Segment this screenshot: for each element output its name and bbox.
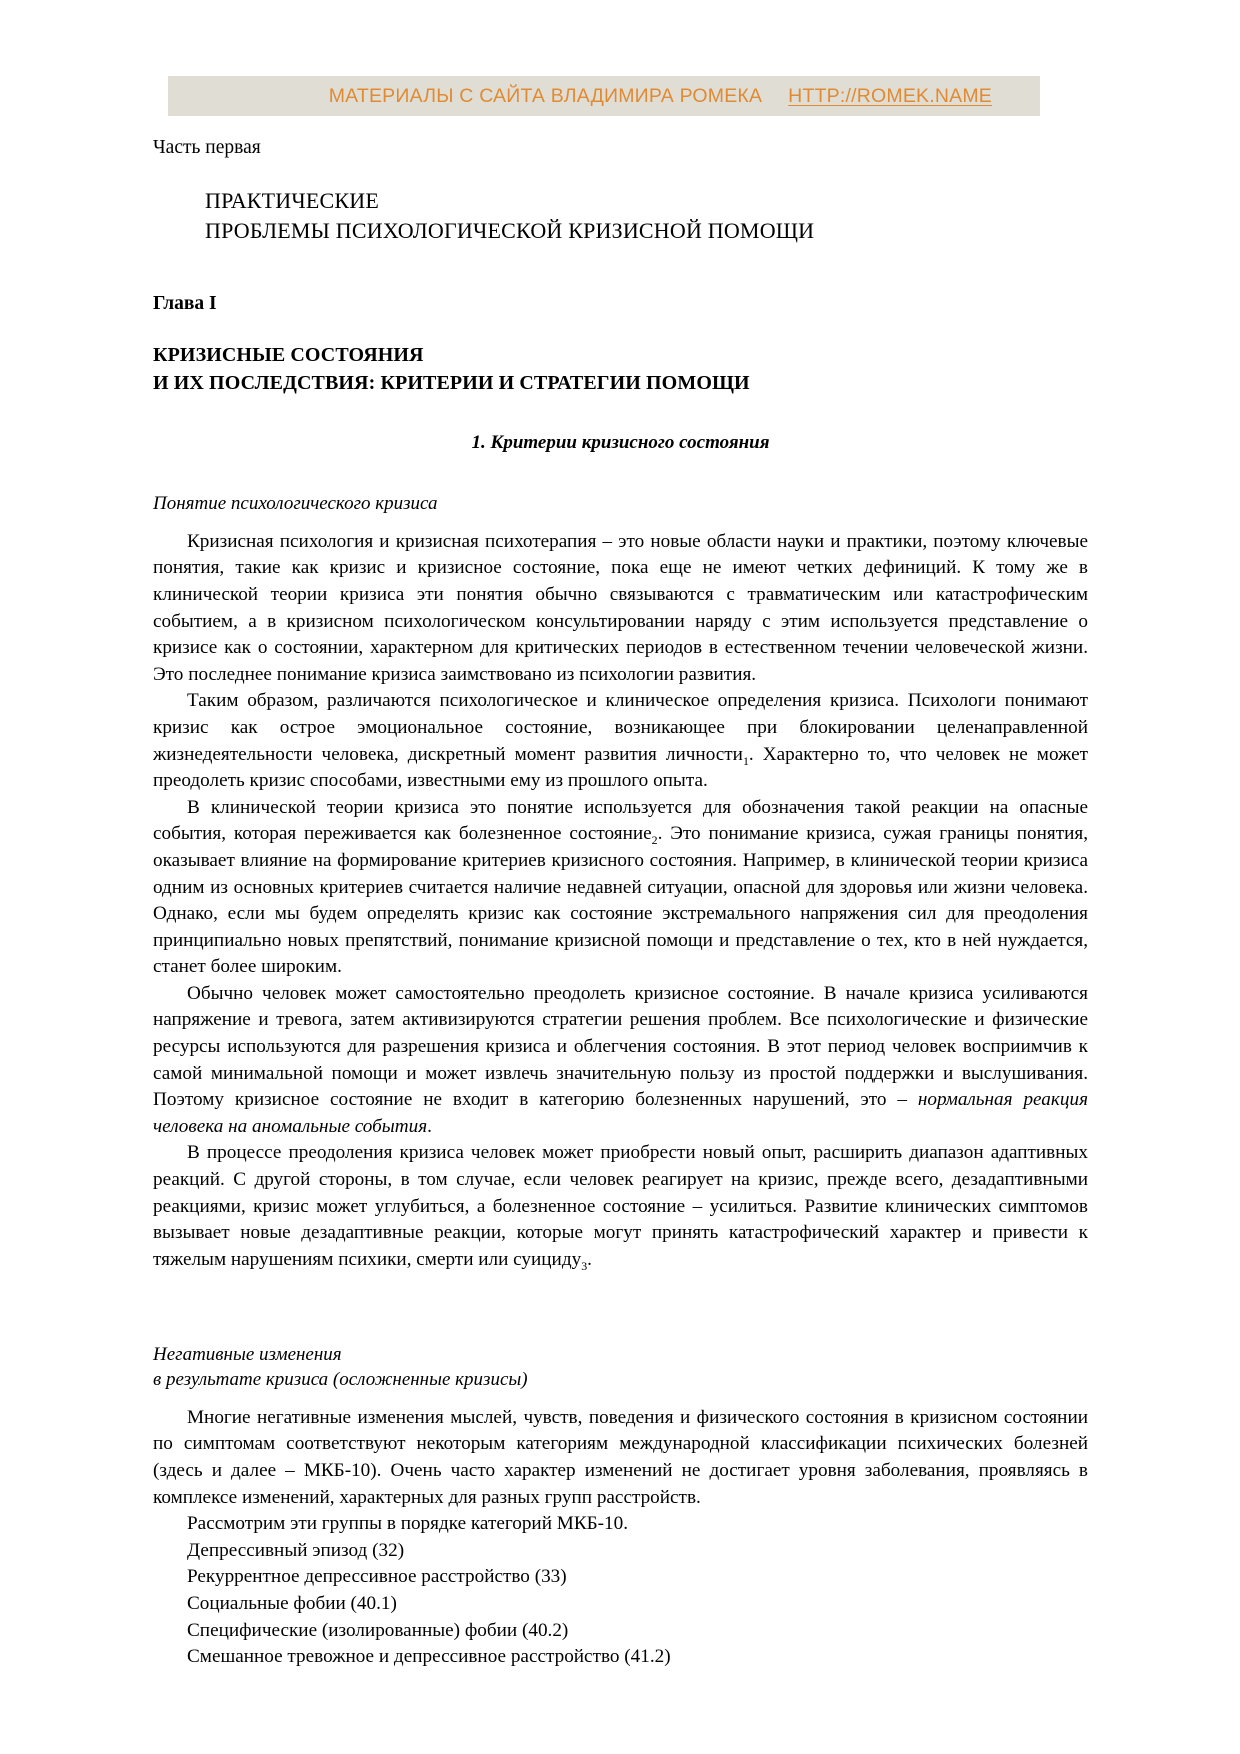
- section-subhead-2-line-2: в результате кризиса (осложненные кризисы): [153, 1369, 528, 1391]
- watermark-label: МАТЕРИАЛЫ С САЙТА ВЛАДИМИРА РОМЕКА: [328, 84, 763, 107]
- section-subhead: [153, 492, 1088, 517]
- section-title: 1. Критерии кризисного состояния: [471, 432, 770, 454]
- subhead-spacer: [153, 1273, 1088, 1307]
- watermark-site-link[interactable]: HTTP://ROMEK.NAME: [788, 84, 992, 107]
- chapter-title: [153, 342, 1088, 397]
- paragraph-4: [153, 981, 1088, 1141]
- part-label: Часть первая: [153, 137, 261, 158]
- footnote-marker-3: 3: [581, 1258, 588, 1273]
- footnote-marker-2: 2: [651, 833, 658, 848]
- section-subhead-2: [153, 1343, 1088, 1392]
- paragraph-4-emphasis: нормальная реакция человека на аномальные события: [153, 1089, 1088, 1137]
- part-title-line-2: ПРОБЛЕМЫ ПСИХОЛОГИЧЕСКОЙ КРИЗИСНОЙ ПОМОЩИ: [205, 217, 815, 243]
- watermark-banner: [168, 76, 1040, 116]
- paragraph-3: [153, 795, 1088, 981]
- section-subhead-line: Понятие психологического кризиса: [153, 493, 438, 515]
- paragraph-7: Рассмотрим эти группы в порядке категорий МКБ-10.: [187, 1513, 629, 1535]
- list-item: Специфические (изолированные) фобии (40.2): [187, 1619, 569, 1641]
- paragraph-5-text-b: .: [587, 1248, 592, 1270]
- part-title-line-1: ПРАКТИЧЕСКИЕ: [205, 188, 380, 214]
- paragraph-2-text-a: Таким образом, различаются психологическое и клиническое определения кризиса. Психологи понимают кризис как острое эмоциональное состояние, возникающее при блокировании целенаправленной жизнедеятельности человека, дискретный момент развития личности: [153, 690, 1088, 765]
- chapter-title-line-2: И ИХ ПОСЛЕДСТВИЯ: КРИТЕРИИ И СТРАТЕГИИ ПОМОЩИ: [153, 371, 750, 394]
- list-item: Депрессивный эпизод (32): [187, 1539, 405, 1561]
- paragraph-6: Многие негативные изменения мыслей, чувств, поведения и физического состояния в кризисном состоянии по симптомам соответствуют некоторым категориям международной классификации психических болезней (здесь и далее – МКБ-10). Очень часто характер изменений не достигает уровня заболевания, проявляясь в комплексе изменений, характерных для разных групп расстройств.: [153, 1406, 1088, 1508]
- list-item: Социальные фобии (40.1): [187, 1592, 397, 1614]
- disorder-list: [153, 1538, 1088, 1671]
- paragraph-3-text-b: . Это понимание кризиса, сужая границы понятия, оказывает влияние на формирование критериев кризисного состояния. Например, в клинической теории кризиса одним из основных критериев считается наличие недавней ситуации, опасной для здоровья или жизни человека. Однако, если мы будем определять кризис как состояние экстремального напряжения сил для преодоления принципиально новых препятствий, понимание кризисной помощи и представление о тех, кто в ней нуждается, станет более широким.: [153, 823, 1089, 978]
- list-item: Смешанное тревожное и депрессивное расстройство (41.2): [187, 1646, 671, 1668]
- paragraph-1: Кризисная психология и кризисная психотерапия – это новые области науки и практики, поэтому ключевые понятия, такие как кризис и кризисное состояние, пока еще не имеют четких дефиниций. К тому же в клинической теории кризиса эти понятия обычно связываются с травматическим или катастрофическим событием, а в кризисном психологическом консультировании наряду с этим используется представление о кризисе как о состоянии, характерном для критических периодов в естественном течении человеческой жизни. Это последнее понимание кризиса заимствовано из психологии развития.: [153, 530, 1088, 685]
- paragraph-2: [153, 688, 1088, 794]
- paragraph-3-text-a: В клинической теории кризиса это понятие используется для обозначения такой реакции на опасные события, которая переживается как болезненное состояние: [153, 796, 1088, 845]
- paragraph-5: [153, 1140, 1088, 1273]
- body-text: [153, 529, 1088, 1274]
- body-text-2: [153, 1405, 1088, 1671]
- chapter-title-line-1: КРИЗИСНЫЕ СОСТОЯНИЯ: [153, 344, 424, 367]
- paragraph-4-text-a: Обычно человек может самостоятельно преодолеть кризисное состояние. В начале кризиса усиливаются напряжение и тревога, затем активизируются стратегии решения проблем. Все психологические и физические ресурсы используются для разрешения кризиса и облегчения состояния. В этот период человек восприимчив к самой минимальной помощи и может извлечь значительную пользу из простой поддержки и выслушивания. Поэтому кризисное состояние не входит в категорию болезненных нарушений, это –: [153, 982, 1088, 1111]
- section-subhead-2-line-1: Негативные изменения: [153, 1344, 342, 1366]
- list-item: Рекуррентное депрессивное расстройство (33): [187, 1566, 567, 1588]
- chapter-label: Глава I: [153, 292, 217, 314]
- part-title: [205, 186, 1088, 245]
- paragraph-5-text-a: В процессе преодоления кризиса человек может приобрести новый опыт, расширить диапазон адаптивных реакций. С другой стороны, в том случае, если человек реагирует на кризис, прежде всего, дезадаптивными реакциями, кризис может углубиться, а болезненное состояние – усилиться. Развитие клинических симптомов вызывает новые дезадаптивные реакции, которые могут принять катастрофический характер и привести к тяжелым нарушениям психики, смерти или суициду: [153, 1142, 1088, 1270]
- paragraph-2-text-b: . Характерно то, что человек не может преодолеть кризис способами, известными ему из прошлого опыта.: [153, 743, 1088, 792]
- paragraph-4-text-b: .: [427, 1115, 432, 1137]
- document-content: [153, 136, 1088, 1671]
- footnote-marker-1: 1: [742, 753, 749, 768]
